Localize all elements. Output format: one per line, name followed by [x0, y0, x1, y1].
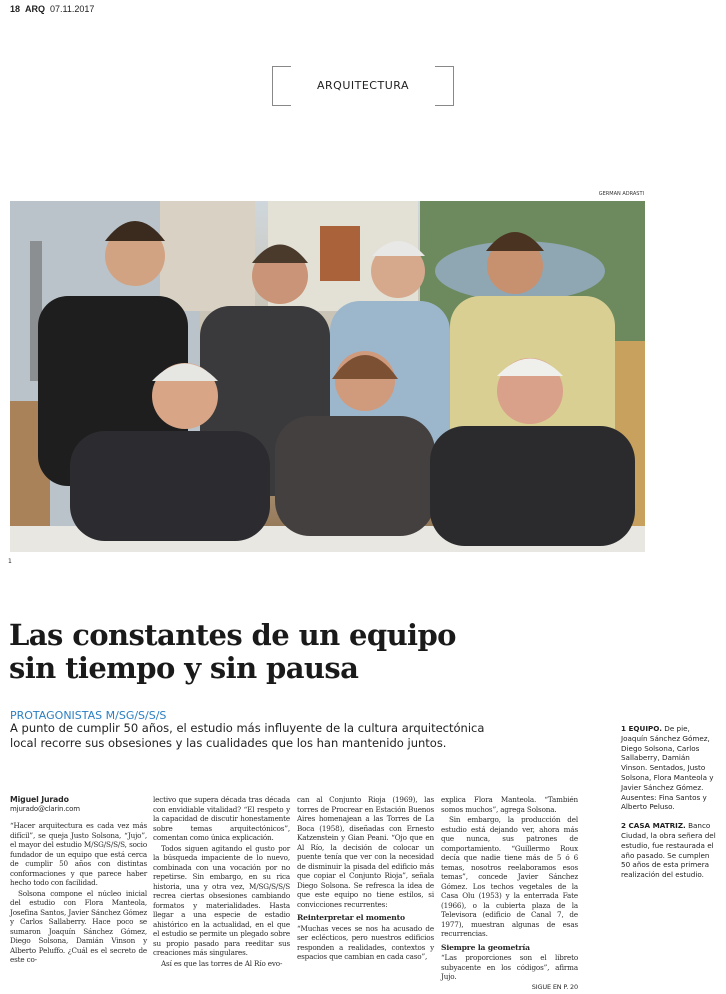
paragraph: Solsona compone el núcleo inicial del estudio con Flora Manteola, Josefina Santos, Javier Sánchez Gómez y Carlos Sallaberry. Hace poco se sumaron Joaquín Sánchez Gómez, Diego Solsona, Damián Vinson y Alberto Peluffo. ¿Cuál es el secreto de este co-: [10, 888, 147, 964]
author-name: Miguel Jurado: [10, 795, 69, 804]
lead-paragraph: A punto de cumplir 50 años, el estudio más influyente de la cultura arquitectónica local recorre sus obsesiones y las cualidades que los han mantenido juntos.: [10, 721, 485, 750]
photo-number: 1: [8, 558, 12, 565]
body-column-4: [441, 795, 578, 992]
paragraph: “Muchas veces se nos ha acusado de ser eclécticos, pero nuestros edificios responden a realidades, contextos y espacios que cambian en cada caso”,: [297, 923, 434, 961]
headline-line-1: Las constantes de un equipo: [9, 618, 456, 652]
body-column-3: [297, 795, 434, 963]
page-number: 18: [10, 4, 21, 14]
page-header: [10, 4, 94, 14]
caption-1-text: De pie, Joaquín Sánchez Gómez, Diego Solsona, Carlos Sallaberry, Damián Vinson. Sentados, Justo Solsona, Flora Manteola y Javier Sánchez Gómez. Ausentes: Fina Santos y Alberto Peluso.: [621, 724, 714, 812]
paragraph: lectivo que supera década tras década con envidiable vitalidad? “El respeto y la capacidad de discutir honestamente sobre temas arquitectónicos”, comentan como única explicación.: [153, 795, 290, 842]
section-frame: [272, 66, 454, 106]
headline: [9, 619, 609, 685]
headline-line-2: sin tiempo y sin pausa: [9, 651, 359, 685]
caption-2-text: Banco Ciudad, la obra señera del estudio, fue restaurada el año pasado. Se cumplen 50 años de esta primera realización del estudio.: [621, 821, 716, 880]
photo-captions: [621, 724, 718, 889]
paragraph: Todos siguen agitando el gusto por la búsqueda impaciente de lo nuevo, combinada con una vocación por no repetirse. Sin embargo, en su rica historia, una y otra vez, M/SG/S/S/S recrea ciertas obsesiones cambiando formatos y materialidades. Hasta llegar a una especie de estadio ahistórico en la actualidad, en el que el estudio se permite un plegado sobre su propio pasado para reeditar sus creaciones más singulares.: [153, 843, 290, 957]
caption-2: [621, 821, 718, 880]
subheading: Reinterpretar el momento: [297, 913, 405, 922]
body-column-1: [10, 795, 147, 966]
continued-link[interactable]: SIGUE EN P. 20: [531, 982, 578, 991]
paragraph: Así es que las torres de Al Río evo-: [161, 958, 283, 968]
paragraph: Sin embargo, la producción del estudio está dejando ver, ahora más que nunca, sus patrones de comportamiento. “Guillermo Roux decía que nadie tiene más de 5 ó 6 temas, nosotros reelaboramos esos temas”, concede Javier Sánchez Gómez. Los techos vegetales de la Casa Olu (1953) y la enterrada Fate (1966), o la cubierta plaza de la Televisora (edificio de Canal 7, de 1977), muestran algunas de esas recurrencias.: [441, 815, 578, 938]
page-date: 07.11.2017: [50, 4, 95, 14]
author-email: mjurado@clarin.com: [10, 805, 80, 813]
paragraph: “Las proporciones son el libreto subyacente en los códigos”, afirma Jujo.: [441, 953, 578, 981]
section-label: ARQUITECTURA: [317, 79, 409, 92]
paragraph: can al Conjunto Rioja (1969), las torres de Procrear en Estación Buenos Aires homenajean a las Torres de La Boca (1958), diseñadas con Ernesto Katzenstein y Gian Peani. “Ojo que en Al Río, la decisión de colocar un puente tenía que ver con la necesidad de disminuir la pisada del edificio más que copiar el Conjunto Rioja”, señala Diego Solsona. Se refresca la idea de que este equipo no tiene estilos, si convicciones recurrentes:: [297, 795, 434, 909]
paragraph: explica Flora Manteola. “También somos muchos”, agrega Solsona.: [441, 795, 578, 814]
caption-2-tag: 2 CASA MATRIZ.: [621, 821, 686, 831]
group-photo: [10, 201, 645, 552]
caption-1-tag: 1 EQUIPO.: [621, 724, 662, 733]
paragraph: “Hacer arquitectura es cada vez más difícil”, se queja Justo Solsona, “Jujo”, el mayor del estudio M/SG/S/S/S, socio fundador de un equipo que está cerca de cumplir 50 años con distintas conformaciones y que parece haber hecho todo con facilidad.: [10, 821, 147, 887]
section-name: ARQ: [25, 4, 46, 14]
subheading: Siempre la geometría: [441, 942, 530, 952]
body-column-2: [153, 795, 290, 969]
photo-credit: GERMAN ADRASTI: [598, 191, 644, 197]
caption-1: [621, 724, 718, 812]
group-photo-illustration: [10, 201, 645, 552]
kicker: PROTAGONISTAS M/SG/S/S/S: [10, 709, 167, 722]
